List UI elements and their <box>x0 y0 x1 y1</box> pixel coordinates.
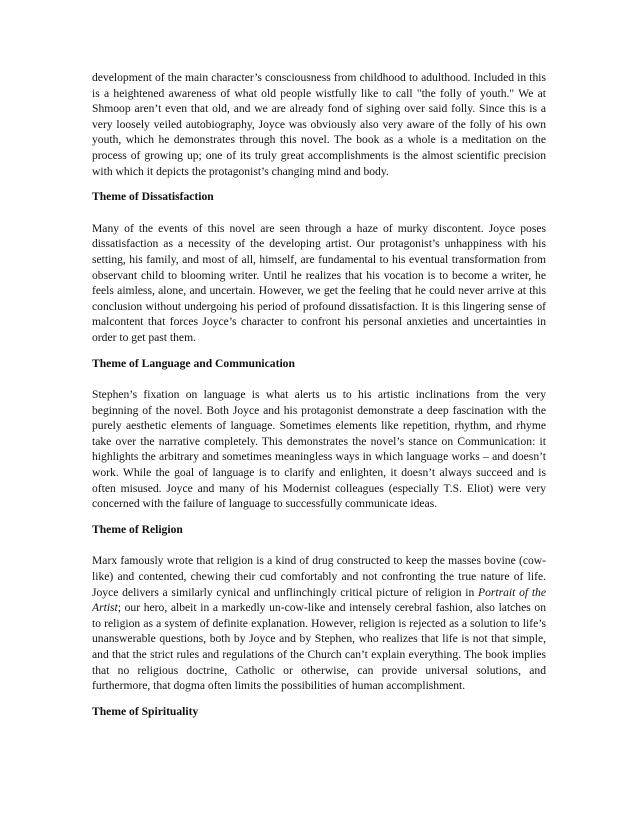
heading-religion: Theme of Religion <box>92 522 183 536</box>
religion-book-title: Portrait of the Artist <box>92 585 546 615</box>
heading-spirituality: Theme of Spirituality <box>92 704 199 718</box>
paragraph-dissatisfaction: Many of the events of this novel are seen through a haze of murky discontent. Joyce poses dissatisfaction as a necessity of the developing artist. Our protagonist’s unhappiness with his setting, his family, and most of all, himself, are fundamental to his eventual transformation from observant child to blooming writer. Until he realizes that his vocation is to become a writer, he feels aimless, alone, and uncertain. However, we get the feeling that he could never arrive at this conclusion without undergoing his period of profound dissatisfaction. It is this lingering sense of malcontent that forces Joyce’s character to confront his personal anxieties and uncertainties in order to get past them. <box>92 221 546 344</box>
document-page <box>92 70 546 719</box>
paragraph-religion <box>92 553 546 693</box>
paragraph-language: Stephen’s fixation on language is what alerts us to his artistic inclinations from the very beginning of the novel. Both Joyce and his protagonist demonstrate a deep fascination with the purely aesthetic elements of language. Sometimes elements like repetition, rhythm, and rhyme take over the narrative completely. This demonstrates the novel’s stance on Communication: it highlights the arbitrary and sometimes meaningless ways in which language works – and doesn’t work. While the goal of language is to clarify and enlighten, it doesn’t always succeed and is often misused. Joyce and many of his Modernist colleagues (especially T.S. Eliot) were very concerned with the failure of language to successfully communicate ideas. <box>92 388 546 511</box>
heading-language: Theme of Language and Communication <box>92 356 295 370</box>
religion-text-after: ; our hero, albeit in a markedly un-cow-like and intensely cerebral fashion, also latches on to religion as a system of definite explanation. However, religion is rejected as a solution to life’s unanswerable questions, both by Joyce and by Stephen, who realizes that life is not that simple, and that the strict rules and regulations of the Church can’t explain everything. The book implies that no religious doctrine, Catholic or otherwise, can provide universal solutions, and furthermore, that dogma often limits the possibilities of human accomplishment. <box>92 601 546 693</box>
intro-paragraph: development of the main character’s consciousness from childhood to adulthood. Included in this is a heightened awareness of what old people wistfully like to call "the folly of youth." We at Shmoop aren’t even that old, and we are already fond of sighing over said folly. Since this is a very loosely veiled autobiography, Joyce was obviously also very aware of the folly of his own youth, which he demonstrates through this novel. The book as a whole is a meditation on the process of growing up; one of its truly great accomplishments is the almost scientific precision with which it depicts the protagonist’s changing mind and body. <box>92 71 546 178</box>
religion-text-before: Marx famously wrote that religion is a kind of drug constructed to keep the masses bovine (cow-like) and contented, chewing their cud comfortably and not confronting the true nature of life. Joyce delivers a similarly cynical and unflinchingly critical picture of religion in <box>92 554 546 599</box>
heading-dissatisfaction: Theme of Dissatisfaction <box>92 190 214 204</box>
